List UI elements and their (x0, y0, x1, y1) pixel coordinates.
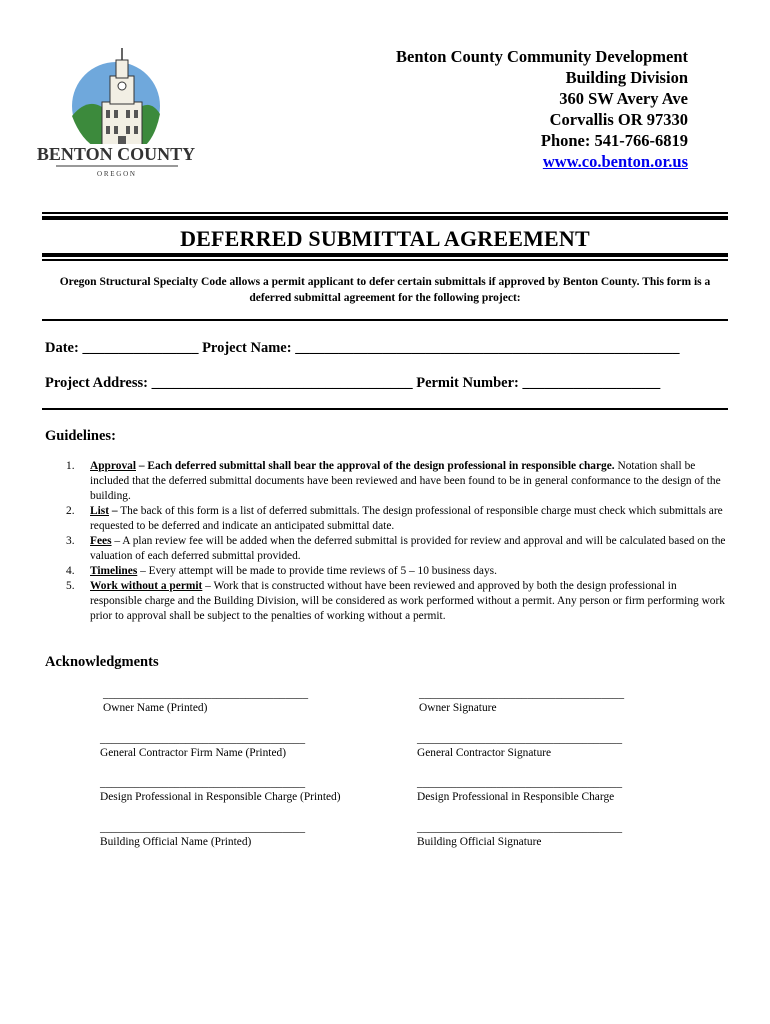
guideline-item (56, 564, 726, 579)
guideline-number: 1. (66, 460, 75, 472)
address-permit-number-fields[interactable]: Project Address: ____________________________________ Permit Number: ___________________ (45, 375, 661, 391)
logo-subtext: O R E G O N (97, 170, 135, 178)
guideline-keyword: Timelines (90, 565, 138, 577)
guideline-text: The back of this form is a list of deferred submittals. The design professional of responsible charge must check which submittals are requested to be deferred and indicate an anticipated submittal date. (90, 505, 723, 532)
owner-signature-field[interactable] (419, 688, 624, 716)
department-contact-block (396, 46, 688, 172)
owner-name-label: Owner Name (Printed) (103, 702, 208, 714)
date-project-name-fields[interactable]: Date: ________________ Project Name: _____________________________________________________ (45, 340, 680, 356)
title-rule-top-thick (42, 216, 728, 220)
guideline-keyword: Work without a permit (90, 580, 203, 592)
header-line-department: Benton County Community Development (396, 47, 688, 66)
acknowledgments-heading: Acknowledgments (45, 654, 159, 670)
guideline-item (56, 534, 726, 564)
building-official-signature-label: Building Official Signature (417, 836, 542, 848)
benton-county-logo (36, 44, 196, 182)
guideline-number: 4. (66, 565, 75, 577)
owner-signature-label: Owner Signature (419, 702, 497, 714)
signature-line: ____________________________________ (100, 733, 306, 745)
building-official-signature-field[interactable] (417, 822, 622, 850)
building-official-name-label: Building Official Name (Printed) (100, 836, 252, 848)
guideline-number: 5. (66, 580, 75, 592)
courthouse-icon (36, 44, 196, 182)
header-line-street: 360 SW Avery Ave (559, 89, 688, 108)
guideline-item (56, 579, 726, 624)
guideline-number: 3. (66, 535, 75, 547)
contractor-name-field[interactable] (100, 733, 305, 761)
header-line-phone: Phone: 541-766-6819 (540, 131, 688, 150)
guidelines-list (56, 459, 726, 624)
owner-name-field[interactable] (103, 688, 308, 716)
fields-rule-top (42, 319, 728, 321)
contractor-name-label: General Contractor Firm Name (Printed) (100, 747, 286, 759)
guideline-text: – Every attempt will be made to provide time reviews of 5 – 10 business days. (137, 565, 497, 577)
title-rule-bottom (42, 259, 728, 261)
guideline-item (56, 459, 726, 504)
design-professional-signature-label: Design Professional in Responsible Charge (417, 791, 615, 803)
signature-line: ____________________________________ (100, 822, 306, 834)
guideline-keyword: Approval (90, 460, 136, 472)
guideline-text: – A plan review fee will be added when the deferred submittal is provided for review and approval and will be calculated based on the valuation of each deferred submittal provided. (90, 535, 726, 562)
guideline-item (56, 504, 726, 534)
signature-line: ____________________________________ (417, 777, 623, 789)
guideline-text: Notation shall be included that the deferred submittal documents have been reviewed and have been found to be in general conformance to the design of the building. (90, 460, 721, 502)
guideline-text: – Work that is constructed without have been reviewed and approved by both the design professional in responsible charge and the Building Division, will be considered as work performed without a permit. Any person or firm performing work prior to approval shall be subject to the penalties of working without a permit. (90, 580, 725, 622)
page-title: DEFERRED SUBMITTAL AGREEMENT (180, 226, 590, 251)
title-rule-top (42, 212, 728, 214)
signature-line: ____________________________________ (417, 733, 623, 745)
logo-text: BENTON COUNTY (36, 144, 196, 164)
header-line-city: Corvallis OR 97330 (549, 110, 688, 129)
guideline-number: 2. (66, 505, 75, 517)
guideline-lead: – (109, 505, 118, 517)
guideline-lead: – Each deferred submittal shall bear the approval of the design professional in responsible charge. (136, 460, 615, 472)
signature-line: ____________________________________ (100, 777, 306, 789)
signature-line: ____________________________________ (419, 688, 625, 700)
header-line-division: Building Division (565, 68, 688, 87)
website-link[interactable]: www.co.benton.or.us (542, 152, 688, 171)
signature-line: ____________________________________ (417, 822, 623, 834)
building-official-name-field[interactable] (100, 822, 305, 850)
signature-line: ____________________________________ (103, 688, 309, 700)
title-rule-bottom-thick (42, 253, 728, 257)
guideline-keyword: Fees (90, 535, 112, 547)
intro-paragraph: Oregon Structural Specialty Code allows a permit applicant to defer certain submittals if approved by Benton County. This form is a deferred submittal agreement for the following project: (59, 276, 711, 304)
guideline-keyword: List (90, 505, 109, 517)
design-professional-name-field[interactable] (100, 777, 341, 805)
contractor-signature-label: General Contractor Signature (417, 747, 552, 759)
guidelines-heading: Guidelines: (45, 428, 116, 444)
contractor-signature-field[interactable] (417, 733, 622, 761)
design-professional-name-label: Design Professional in Responsible Charge (Printed) (100, 791, 341, 803)
fields-rule-bottom (42, 408, 728, 410)
design-professional-signature-field[interactable] (417, 777, 622, 805)
